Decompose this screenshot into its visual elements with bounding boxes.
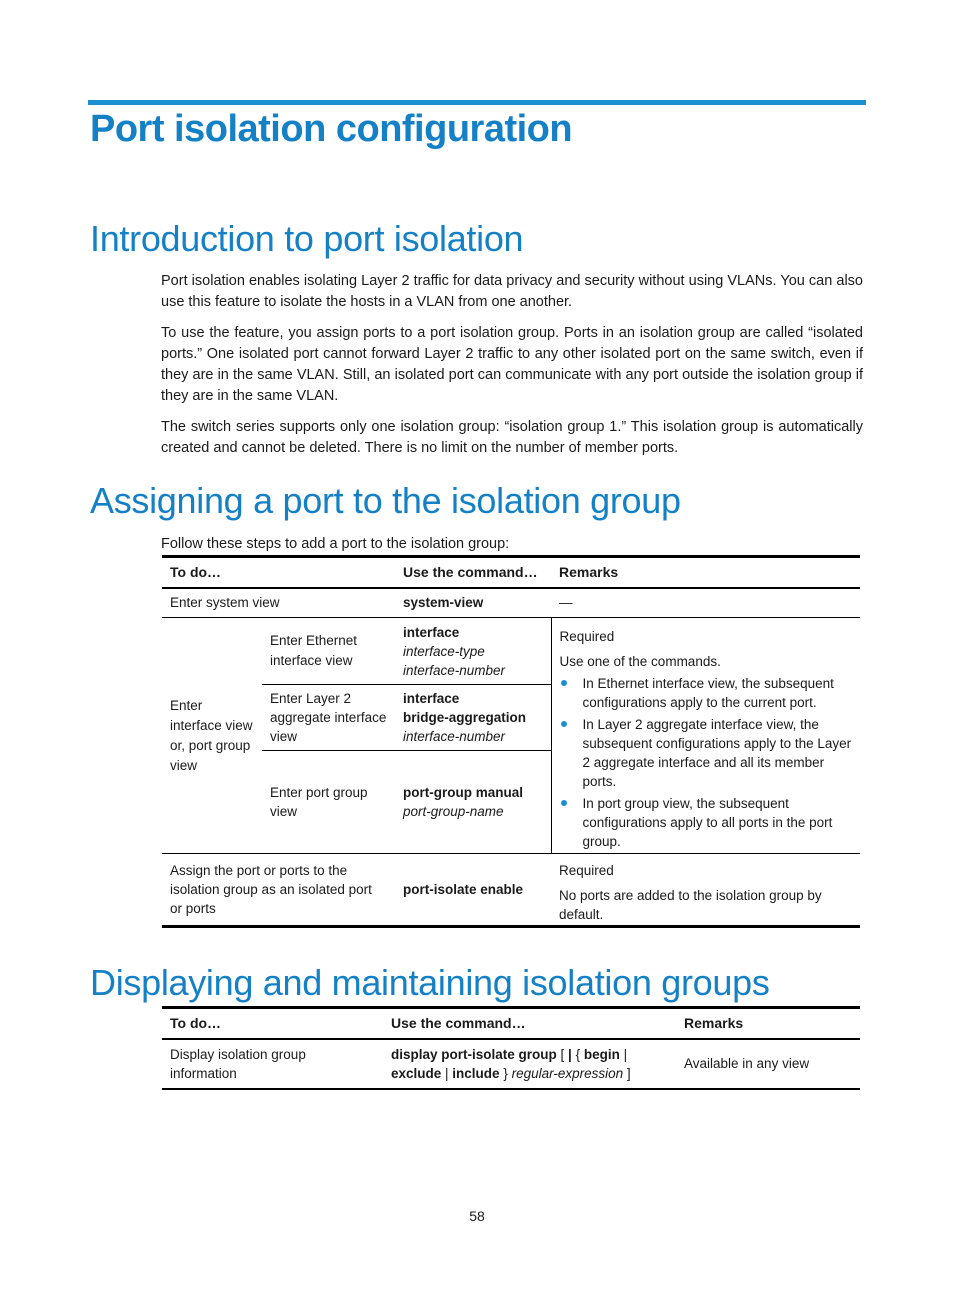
display-heading: Displaying and maintaining isolation groups xyxy=(90,962,770,1003)
table-row xyxy=(162,1039,860,1089)
cmd-text: [ xyxy=(556,1046,569,1062)
sub-portgroup-cmd xyxy=(395,751,551,854)
cmd-arg: interface-type xyxy=(403,643,485,659)
cmd-keyword: display port-isolate group xyxy=(391,1046,557,1062)
sub-aggregate-cmd xyxy=(395,685,551,751)
intro-heading: Introduction to port isolation xyxy=(90,218,524,259)
row-display-cmd xyxy=(383,1039,676,1089)
header-todo: To do… xyxy=(170,564,222,581)
assign-table xyxy=(162,555,860,928)
row-assign-todo: Assign the port or ports to the isolation group as an isolated port or ports xyxy=(170,863,372,916)
remark-bullets xyxy=(560,674,853,851)
cmd-text: ] xyxy=(623,1065,631,1081)
cmd-text: } xyxy=(499,1065,512,1081)
sub-ethernet-cmd xyxy=(395,618,551,685)
table-header-row xyxy=(162,1008,860,1039)
cmd-keyword: interface xyxy=(403,624,460,640)
sub-ethernet-todo: Enter Ethernet interface view xyxy=(270,633,358,668)
group-label: Enter interface view or, port group view xyxy=(170,697,253,773)
title-rule xyxy=(88,100,866,105)
cmd-keyword: exclude xyxy=(391,1065,442,1081)
table-header-row xyxy=(162,557,860,588)
assign-intro: Follow these steps to add a port to the isolation group: xyxy=(161,536,510,552)
remark-text: No ports are added to the isolation group by default. xyxy=(559,887,822,922)
header-remarks: Remarks xyxy=(559,564,619,581)
intro-paragraph-3: The switch series supports only one isolation group: “isolation group 1.” This isolation group is automatically created and cannot be deleted. There is no limit on the number of member ports. xyxy=(161,419,863,456)
list-item: In Ethernet interface view, the subsequent configurations apply to the current port. xyxy=(560,674,853,712)
row-assign-cmd: port-isolate enable xyxy=(403,882,524,897)
row-assign-remark xyxy=(551,854,860,927)
cmd-text: | xyxy=(441,1065,453,1081)
page-number: 58 xyxy=(469,1208,485,1224)
row-display-remark: Available in any view xyxy=(684,1056,810,1071)
cmd-arg: regular-expression xyxy=(511,1065,624,1081)
sub-portgroup-todo: Enter port group view xyxy=(270,785,368,819)
row-system-cmd: system-view xyxy=(403,595,484,611)
table-row xyxy=(162,588,860,618)
cmd-keyword: interface xyxy=(403,691,460,706)
list-item: In port group view, the subsequent configurations apply to all ports in the port group. xyxy=(560,794,853,851)
page-title: Port isolation configuration xyxy=(90,108,573,150)
intro-paragraph-1: Port isolation enables isolating Layer 2 traffic for data privacy and security without using VLANs. You can also use this feature to isolate the hosts in a VLAN from one another. xyxy=(161,273,863,310)
row-display-todo: Display isolation group information xyxy=(170,1046,306,1081)
row-system-remark: — xyxy=(559,595,573,611)
cmd-keyword: bridge-aggregation xyxy=(403,710,527,725)
cmd-keyword: begin xyxy=(583,1046,620,1062)
display-table xyxy=(162,1006,860,1090)
group-remark xyxy=(551,618,860,854)
table-row xyxy=(162,854,860,927)
cmd-arg: interface-number xyxy=(403,662,506,678)
cmd-keyword: include xyxy=(452,1065,500,1081)
header-command: Use the command… xyxy=(403,564,538,581)
row-system-todo: Enter system view xyxy=(170,595,280,611)
cmd-text: | xyxy=(619,1046,628,1062)
cmd-arg: port-group-name xyxy=(403,804,504,819)
list-item: In Layer 2 aggregate interface view, the subsequent configurations apply to the Layer 2 aggregate interface and all its member ports. xyxy=(560,715,853,791)
assign-heading: Assigning a port to the isolation group xyxy=(90,480,681,521)
sub-aggregate-todo: Enter Layer 2 aggregate interface view xyxy=(270,691,387,744)
cmd-keyword: port-group manual xyxy=(403,785,523,800)
remark-required: Required xyxy=(559,628,615,644)
cmd-arg: interface-number xyxy=(403,729,506,744)
cmd-keyword: | xyxy=(568,1046,572,1062)
header-todo: To do… xyxy=(170,1015,222,1032)
header-remarks: Remarks xyxy=(684,1015,744,1032)
cmd-text: { xyxy=(571,1046,584,1062)
remark-required: Required xyxy=(559,862,614,878)
header-command: Use the command… xyxy=(391,1015,526,1032)
table-row xyxy=(162,618,860,685)
remark-line: Use one of the commands. xyxy=(559,653,721,669)
intro-paragraph-2: To use the feature, you assign ports to a port isolation group. Ports in an isolation group are called “isolated ports.” One isolated port cannot forward Layer 2 traffic to any other isolated port on the same switch, even if they are in the same VLAN. Still, an isolated port can communicate with any port outside the isolation group if they are in the same VLAN. xyxy=(161,325,863,404)
